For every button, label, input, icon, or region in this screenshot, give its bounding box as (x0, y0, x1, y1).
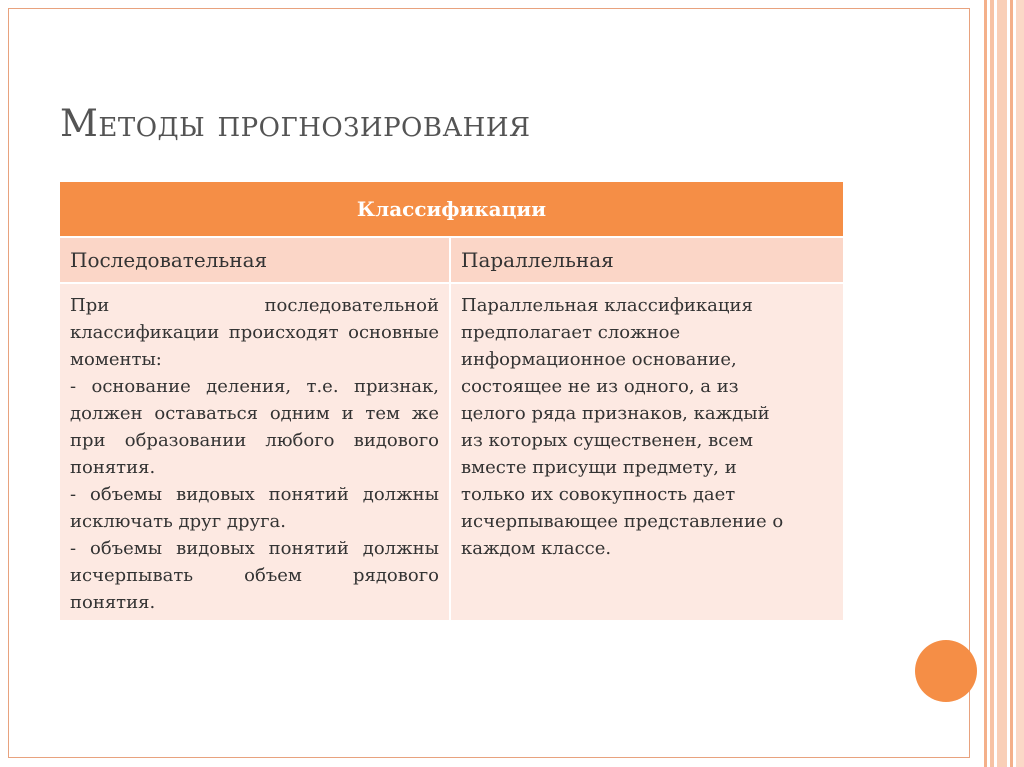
sequential-description (60, 284, 449, 620)
column-header-sequential: Последовательная (60, 238, 449, 282)
text-line: каждом классе. (461, 538, 612, 559)
parallel-description (451, 284, 843, 620)
text-line: из которых существенен, всем (461, 430, 753, 451)
text-line: целого ряда признаков, каждый (461, 403, 770, 424)
stripe (1016, 0, 1024, 767)
text-line: - основание деления, т.е. признак, должен оставаться одним и тем же при образовании любого видового понятия. (70, 376, 439, 478)
text-line: только их совокупность дает (461, 484, 736, 505)
text-line: При последовательной классификации происходят основные моменты: (70, 295, 439, 370)
text-line: информационное основание, (461, 349, 737, 370)
table-subheader-row (60, 238, 843, 282)
classification-table (60, 182, 843, 620)
text-line: - объемы видовых понятий должны исчерпывать объем рядового понятия. (70, 538, 439, 613)
decorative-stripes (984, 0, 1024, 767)
text-line: Параллельная классификация (461, 295, 753, 316)
text-line: состоящее не из одного, а из (461, 376, 739, 397)
decorative-circle-icon (915, 640, 977, 702)
stripe (1010, 0, 1013, 767)
text-line: предполагает сложное (461, 322, 681, 343)
slide-title: Методы прогнозирования (60, 102, 531, 145)
text-line: - объемы видовых понятий должны исключать друг друга. (70, 484, 439, 532)
table-header: Классификации (60, 182, 843, 236)
table-body-row (60, 284, 843, 620)
stripe (990, 0, 994, 767)
column-header-parallel: Параллельная (451, 238, 843, 282)
stripe (997, 0, 1007, 767)
text-line: исчерпывающее представление о (461, 511, 784, 532)
text-line: вместе присущи предмету, и (461, 457, 737, 478)
stripe (984, 0, 987, 767)
